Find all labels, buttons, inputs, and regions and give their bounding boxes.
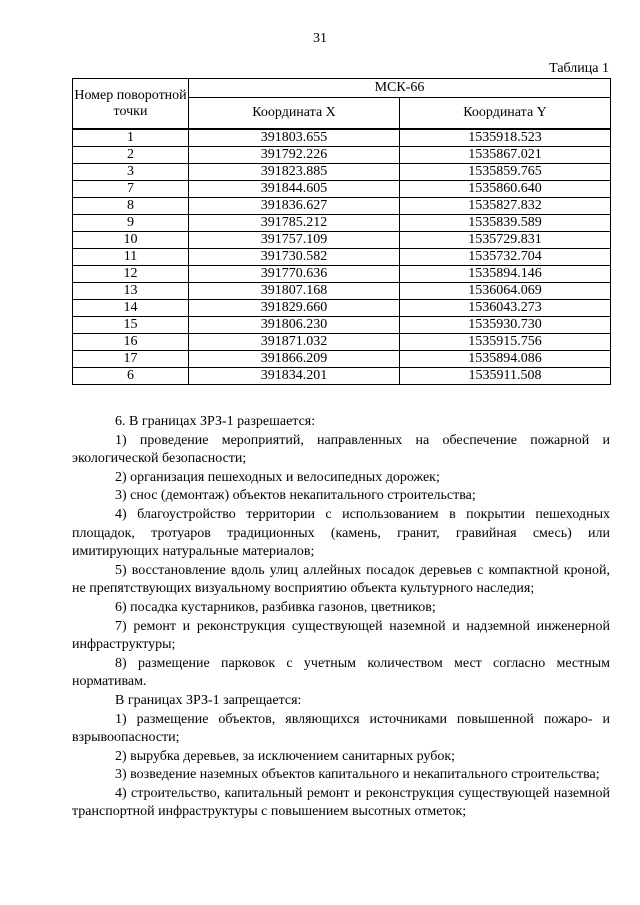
cell-coordinate-x: 391792.226 bbox=[189, 147, 400, 164]
table-row bbox=[73, 283, 611, 300]
cell-coordinate-x: 391806.230 bbox=[189, 317, 400, 334]
cell-point-number: 9 bbox=[73, 215, 189, 232]
cell-coordinate-y: 1535915.756 bbox=[400, 334, 611, 351]
cell-coordinate-y: 1535839.589 bbox=[400, 215, 611, 232]
header-coordinate-x: Координата X bbox=[189, 98, 400, 130]
table-row bbox=[73, 129, 611, 147]
cell-point-number: 14 bbox=[73, 300, 189, 317]
page-number: 31 bbox=[313, 31, 327, 46]
table-row bbox=[73, 300, 611, 317]
paragraph: В границах ЗРЗ-1 запрещается: bbox=[115, 692, 302, 708]
cell-coordinate-y: 1535827.832 bbox=[400, 198, 611, 215]
cell-point-number: 8 bbox=[73, 198, 189, 215]
table-row bbox=[73, 368, 611, 385]
paragraph: 6) посадка кустарников, разбивка газонов, цветников; bbox=[115, 599, 436, 615]
cell-point-number: 17 bbox=[73, 351, 189, 368]
cell-coordinate-y: 1535860.640 bbox=[400, 181, 611, 198]
cell-coordinate-x: 391836.627 bbox=[189, 198, 400, 215]
cell-coordinate-y: 1535930.730 bbox=[400, 317, 611, 334]
body-text bbox=[72, 413, 610, 822]
cell-coordinate-y: 1535867.021 bbox=[400, 147, 611, 164]
paragraph: 1) размещение объектов, являющихся источниками повышенной пожаро- и взрывоопасности; bbox=[72, 711, 610, 746]
table-row bbox=[73, 198, 611, 215]
table-row bbox=[73, 215, 611, 232]
cell-coordinate-x: 391807.168 bbox=[189, 283, 400, 300]
cell-coordinate-y: 1535729.831 bbox=[400, 232, 611, 249]
cell-point-number: 10 bbox=[73, 232, 189, 249]
cell-point-number: 6 bbox=[73, 368, 189, 385]
cell-coordinate-x: 391871.032 bbox=[189, 334, 400, 351]
paragraph: 6. В границах ЗРЗ-1 разрешается: bbox=[115, 414, 316, 429]
table-row bbox=[73, 266, 611, 283]
cell-coordinate-x: 391866.209 bbox=[189, 351, 400, 368]
table-caption: Таблица 1 bbox=[549, 61, 609, 76]
cell-coordinate-x: 391803.655 bbox=[189, 129, 400, 147]
cell-coordinate-x: 391757.109 bbox=[189, 232, 400, 249]
table-row bbox=[73, 164, 611, 181]
table-row bbox=[73, 317, 611, 334]
cell-coordinate-y: 1535894.086 bbox=[400, 351, 611, 368]
cell-point-number: 7 bbox=[73, 181, 189, 198]
cell-coordinate-x: 391834.201 bbox=[189, 368, 400, 385]
cell-coordinate-x: 391823.885 bbox=[189, 164, 400, 181]
table-body bbox=[73, 129, 611, 385]
header-coordinate-y: Координата Y bbox=[400, 98, 611, 130]
table-row bbox=[73, 232, 611, 249]
cell-coordinate-x: 391770.636 bbox=[189, 266, 400, 283]
cell-point-number: 12 bbox=[73, 266, 189, 283]
cell-coordinate-x: 391730.582 bbox=[189, 249, 400, 266]
cell-coordinate-y: 1535732.704 bbox=[400, 249, 611, 266]
header-coordinate-system: МСК-66 bbox=[189, 79, 611, 98]
cell-point-number: 2 bbox=[73, 147, 189, 164]
header-point-number: Номер поворотной точки bbox=[73, 79, 189, 130]
paragraph: 4) благоустройство территории с использованием в покрытии пешеходных площадок, тротуаров традиционных (камень, гранит, гравийная смесь) или имитирующих натуральные материалов; bbox=[72, 506, 610, 560]
coordinates-table bbox=[72, 78, 611, 385]
paragraph: 2) вырубка деревьев, за исключением санитарных рубок; bbox=[115, 748, 456, 764]
cell-coordinate-x: 391785.212 bbox=[189, 215, 400, 232]
cell-coordinate-y: 1535918.523 bbox=[400, 129, 611, 147]
table-row bbox=[73, 351, 611, 368]
cell-coordinate-x: 391844.605 bbox=[189, 181, 400, 198]
table-row bbox=[73, 334, 611, 351]
cell-point-number: 11 bbox=[73, 249, 189, 266]
paragraph: 3) снос (демонтаж) объектов некапитального строительства; bbox=[115, 488, 476, 504]
cell-point-number: 3 bbox=[73, 164, 189, 181]
paragraph: 8) размещение парковок с учетным количеством мест согласно местным нормативам. bbox=[72, 655, 610, 690]
cell-coordinate-y: 1536064.069 bbox=[400, 283, 611, 300]
cell-coordinate-y: 1536043.273 bbox=[400, 300, 611, 317]
cell-point-number: 13 bbox=[73, 283, 189, 300]
cell-coordinate-y: 1535894.146 bbox=[400, 266, 611, 283]
paragraph: 4) строительство, капитальный ремонт и реконструкция существующей наземной транспортной инфраструктуры с повышением высотных отметок; bbox=[72, 785, 610, 820]
cell-point-number: 16 bbox=[73, 334, 189, 351]
table-row bbox=[73, 147, 611, 164]
paragraph: 2) организация пешеходных и велосипедных дорожек; bbox=[115, 469, 440, 485]
paragraph: 3) возведение наземных объектов капитального и некапитального строительства; bbox=[115, 767, 600, 783]
paragraph: 5) восстановление вдоль улиц аллейных посадок деревьев с компактной кроной, не препятствующих визуальному восприятию объекта культурного наследия; bbox=[72, 562, 610, 597]
cell-point-number: 1 bbox=[73, 129, 189, 147]
cell-coordinate-y: 1535911.508 bbox=[400, 368, 611, 385]
cell-coordinate-y: 1535859.765 bbox=[400, 164, 611, 181]
table-row bbox=[73, 181, 611, 198]
paragraph: 1) проведение мероприятий, направленных на обеспечение пожарной и экологической безопасности; bbox=[72, 432, 610, 467]
cell-point-number: 15 bbox=[73, 317, 189, 334]
cell-coordinate-x: 391829.660 bbox=[189, 300, 400, 317]
table-row bbox=[73, 249, 611, 266]
paragraph: 7) ремонт и реконструкция существующей наземной и надземной инженерной инфраструктуры; bbox=[72, 618, 610, 653]
